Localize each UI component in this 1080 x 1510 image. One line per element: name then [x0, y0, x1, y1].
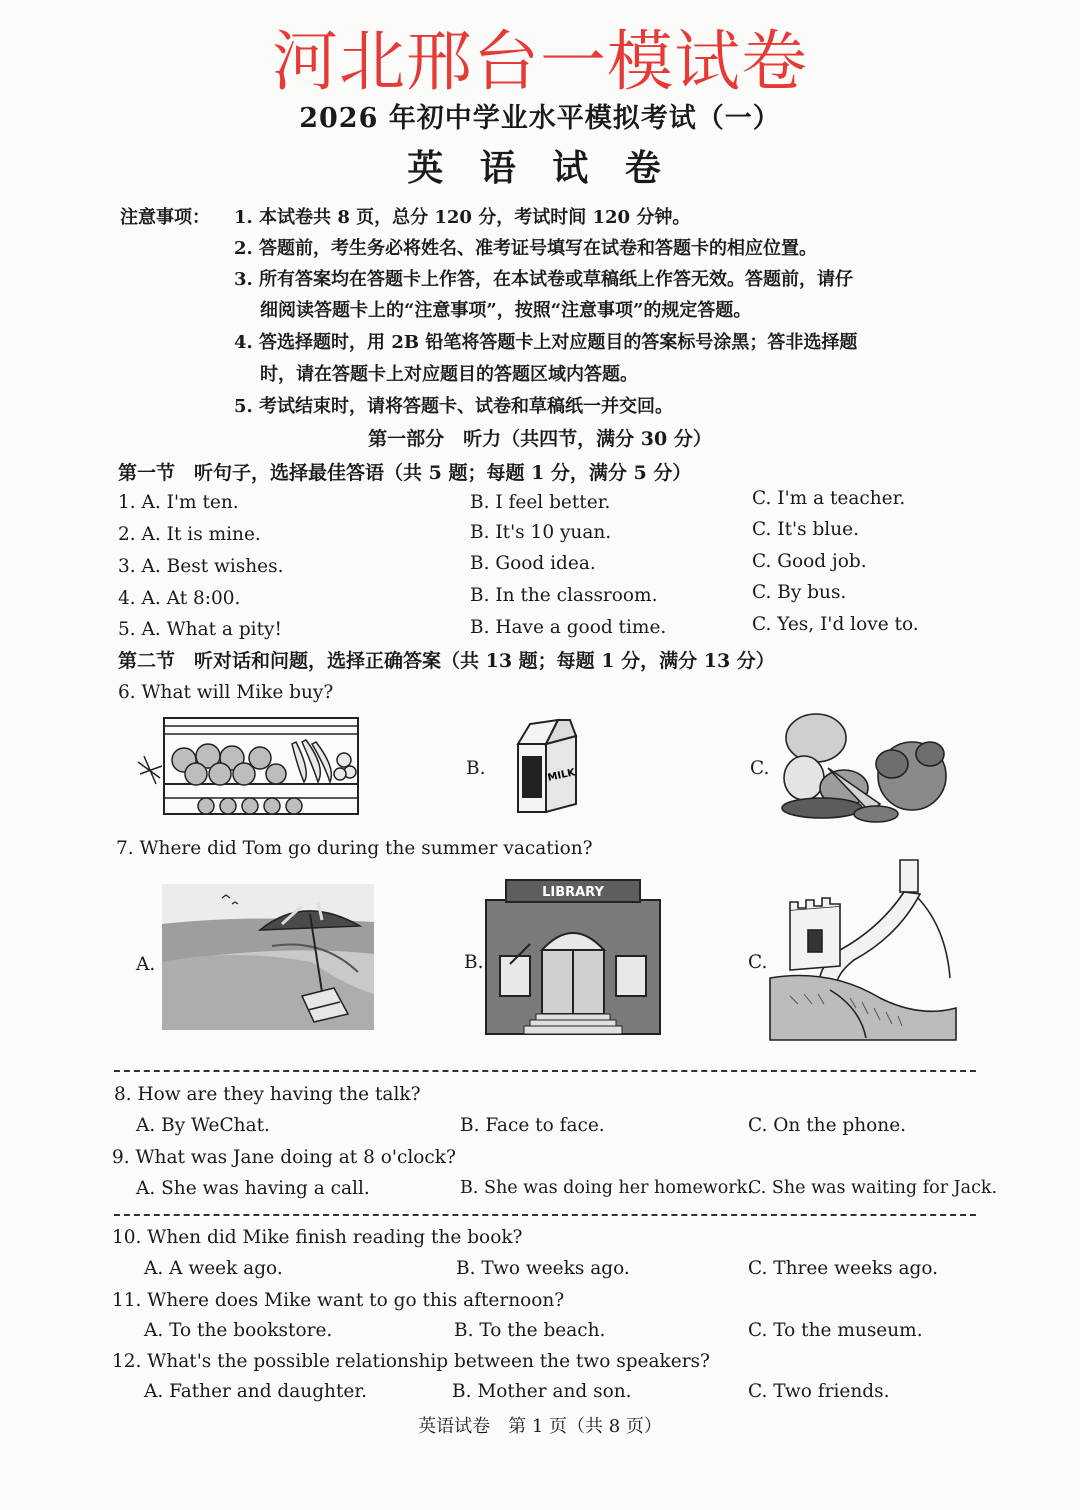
- note-item-4: 4. 答选择题时，用 2B 铅笔将答题卡上对应题目的答案标号涂黑；答非选择题: [234, 332, 858, 353]
- milk-label-text: MILK: [546, 767, 577, 784]
- q10-option-b: B. Two weeks ago.: [456, 1258, 630, 1279]
- q6-question: 6. What will Mike buy?: [118, 682, 334, 703]
- q4-option-b: B. In the classroom.: [470, 585, 658, 606]
- q2-option-a: 2. A. It is mine.: [118, 524, 261, 545]
- divider-2: [114, 1214, 976, 1216]
- section1-heading: 第一节 听句子，选择最佳答语（共 5 题；每题 1 分，满分 5 分）: [118, 462, 692, 484]
- q1-option-b: B. I feel better.: [470, 492, 611, 513]
- note-item-3-cont: 细阅读答题卡上的“注意事项”，按照“注意事项”的规定答题。: [260, 300, 752, 321]
- q7-label-b: B.: [464, 952, 484, 973]
- q11-option-a: A. To the bookstore.: [144, 1320, 333, 1341]
- q4-option-c: C. By bus.: [752, 582, 847, 603]
- library-sign-text: LIBRARY: [542, 885, 604, 900]
- q11-option-b: B. To the beach.: [454, 1320, 606, 1341]
- q2-option-b: B. It's 10 yuan.: [470, 522, 612, 543]
- q5-option-b: B. Have a good time.: [470, 617, 667, 638]
- q9-option-c: C. She was waiting for Jack.: [748, 1178, 998, 1198]
- q10-option-a: A. A week ago.: [144, 1258, 283, 1279]
- exam-subtitle: 2026 年初中学业水平模拟考试（一）: [299, 103, 781, 134]
- q2-option-c: C. It's blue.: [752, 519, 859, 540]
- notes-heading: 注意事项：: [120, 207, 210, 228]
- note-item-2: 2. 答题前，考生务必将姓名、准考证号填写在试卷和答题卡的相应位置。: [234, 238, 818, 259]
- note-item-5: 5. 考试结束时，请将答题卡、试卷和草稿纸一并交回。: [234, 396, 674, 417]
- q10-question: 10. When did Mike finish reading the book?: [112, 1227, 523, 1248]
- q9-option-b: B. She was doing her homework.: [460, 1178, 753, 1198]
- note-item-1: 1. 本试卷共 8 页，总分 120 分，考试时间 120 分钟。: [234, 207, 691, 228]
- banner-title: 河北邢台一模试卷: [272, 23, 808, 100]
- q12-question: 12. What's the possible relationship between the two speakers?: [112, 1351, 710, 1372]
- q6-label-b: B.: [466, 758, 486, 779]
- q1-option-c: C. I'm a teacher.: [752, 488, 906, 509]
- fruit-stand-picture: [136, 712, 362, 820]
- note-item-3: 3. 所有答案均在答题卡上作答，在本试卷或草稿纸上作答无效。答题前，请仔: [234, 269, 854, 290]
- q5-option-a: 5. A. What a pity!: [118, 619, 282, 640]
- q1-option-a: 1. A. I'm ten.: [118, 492, 239, 513]
- q5-option-c: C. Yes, I'd love to.: [752, 614, 919, 635]
- q11-question: 11. Where does Mike want to go this afternoon?: [112, 1290, 565, 1311]
- q8-option-c: C. On the phone.: [748, 1115, 907, 1136]
- q3-option-c: C. Good job.: [752, 551, 867, 572]
- divider-1: [114, 1070, 976, 1072]
- milk-carton-picture: [510, 718, 582, 814]
- q12-option-b: B. Mother and son.: [452, 1381, 632, 1402]
- q3-option-b: B. Good idea.: [470, 553, 596, 574]
- q4-option-a: 4. A. At 8:00.: [118, 588, 241, 609]
- q3-option-a: 3. A. Best wishes.: [118, 556, 284, 577]
- q12-option-a: A. Father and daughter.: [144, 1381, 368, 1402]
- q8-question: 8. How are they having the talk?: [114, 1084, 421, 1105]
- part1-heading: 第一部分 听力（共四节，满分 30 分）: [368, 428, 712, 450]
- library-picture: [486, 878, 660, 1034]
- q8-option-a: A. By WeChat.: [136, 1115, 270, 1136]
- q9-question: 9. What was Jane doing at 8 o'clock?: [112, 1147, 456, 1168]
- q7-question: 7. Where did Tom go during the summer vacation?: [116, 838, 593, 859]
- q8-option-b: B. Face to face.: [460, 1115, 605, 1136]
- q10-option-c: C. Three weeks ago.: [748, 1258, 939, 1279]
- q7-label-a: A.: [136, 954, 156, 975]
- q11-option-c: C. To the museum.: [748, 1320, 923, 1341]
- q7-label-c: C.: [748, 952, 768, 973]
- great-wall-picture: [770, 858, 956, 1040]
- q9-option-a: A. She was having a call.: [136, 1178, 370, 1199]
- section2-heading: 第二节 听对话和问题，选择正确答案（共 13 题；每题 1 分，满分 13 分）: [118, 650, 775, 672]
- page-footer: 英语试卷 第 1 页（共 8 页）: [418, 1416, 662, 1437]
- beach-picture: [162, 884, 374, 1030]
- q6-label-c: C.: [750, 758, 770, 779]
- paper-title: 英 语 试 卷: [407, 147, 673, 189]
- q12-option-c: C. Two friends.: [748, 1381, 890, 1402]
- note-item-4-cont: 时，请在答题卡上对应题目的答题区域内答题。: [260, 364, 638, 385]
- vegetables-picture: [772, 708, 952, 826]
